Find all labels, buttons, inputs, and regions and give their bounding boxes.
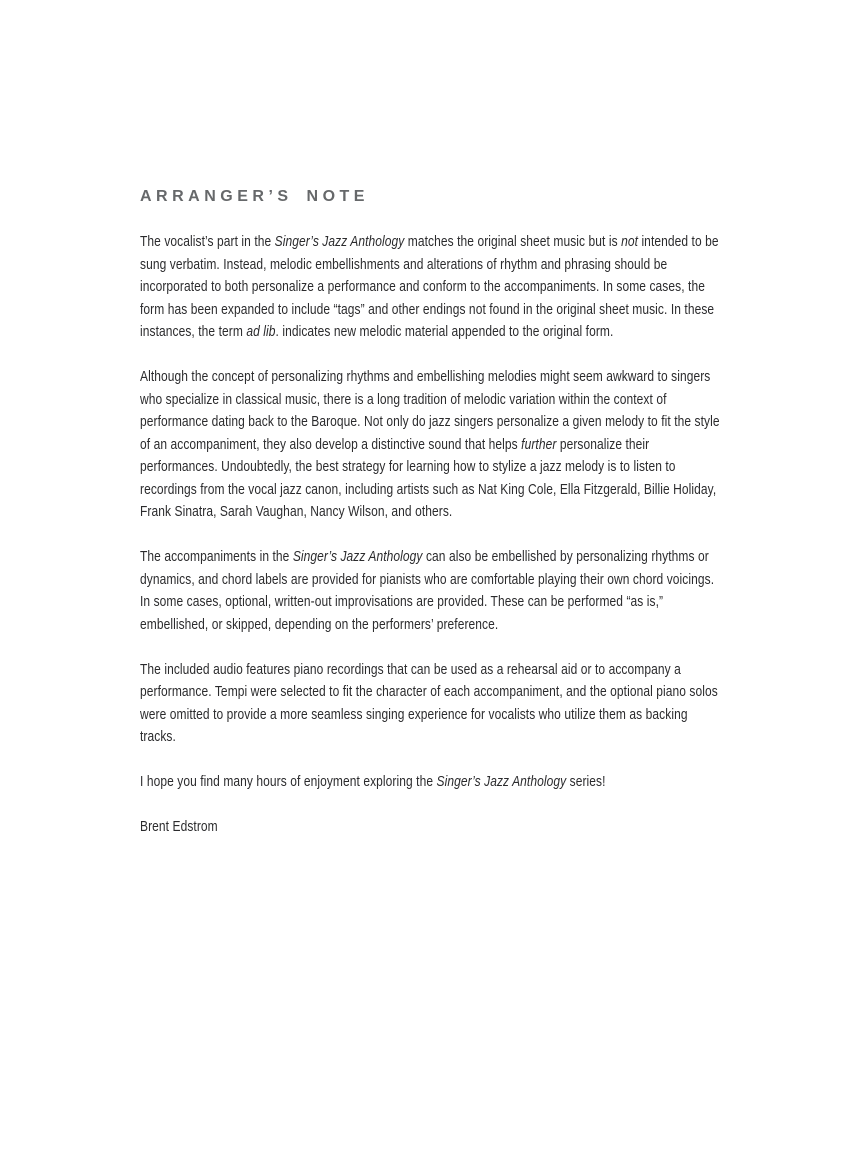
paragraph — [140, 366, 721, 524]
text-segment: The vocalist’s part in the — [140, 233, 275, 250]
italic-text-segment: Singer’s Jazz Anthology — [436, 773, 567, 790]
text-segment: The included audio features piano recordings that can be used as a rehearsal aid or to accompany a performance. Tempi were selected to fit the character of each accompaniment, and the optional piano solos were omitted to provide a more seamless singing experience for vocalists who utilize them as backing tracks. — [140, 660, 718, 745]
italic-text-segment: not — [621, 233, 639, 250]
italic-text-segment: Singer’s Jazz Anthology — [292, 548, 423, 565]
paragraph — [140, 771, 721, 794]
text-segment: can also be embellished by personalizing rhythms or dynamics, and chord labels are provided for pianists who are comfortable playing their own chord voicings. In some cases, optional, written-out improvisations are provided. These can be performed “as is,” embellished, or skipped, depending on the performers’ preference. — [140, 548, 715, 633]
text-segment: Although the concept of personalizing rhythms and embellishing melodies might seem awkward to singers who specialize in classical music, there is a long tradition of melodic variation within the context of performance dating back to the Baroque. Not only do jazz singers personalize a given melody to fit the style of an accompaniment, they also develop a distinctive sound that helps — [140, 368, 720, 453]
text-segment: intended to be sung verbatim. Instead, melodic embellishments and alterations of rhythm and phrasing should be incorporated to both personalize a performance and conform to the accompaniments. In some cases, the form has been expanded to include “tags” and other endings not found in the original sheet music. In these instances, the term — [140, 233, 719, 340]
text-segment: . indicates new melodic material appended to the original form. — [275, 323, 614, 340]
text-segment: matches the original sheet music but is — [404, 233, 622, 250]
text-segment: I hope you find many hours of enjoyment exploring the — [140, 773, 437, 790]
text-segment: personalize their performances. Undoubtedly, the best strategy for learning how to stylize a jazz melody is to listen to recordings from the vocal jazz canon, including artists such as Nat King Cole, Ella Fitzgerald, Billie Holiday, Frank Sinatra, Sarah Vaughan, Nancy Wilson, and others. — [140, 435, 717, 520]
italic-text-segment: further — [521, 435, 557, 453]
paragraph — [140, 659, 721, 749]
page-title: ARRANGER’S NOTE — [140, 188, 369, 205]
paragraph — [140, 546, 721, 636]
text-segment: series! — [566, 773, 606, 790]
italic-text-segment: ad lib — [246, 323, 276, 340]
italic-text-segment: Singer’s Jazz Anthology — [274, 233, 405, 250]
paragraph — [140, 231, 721, 344]
signature: Brent Edstrom — [140, 818, 218, 835]
note-paragraphs — [140, 231, 721, 839]
arrangers-note-section — [140, 188, 740, 839]
text-segment: The accompaniments in the — [140, 548, 293, 565]
